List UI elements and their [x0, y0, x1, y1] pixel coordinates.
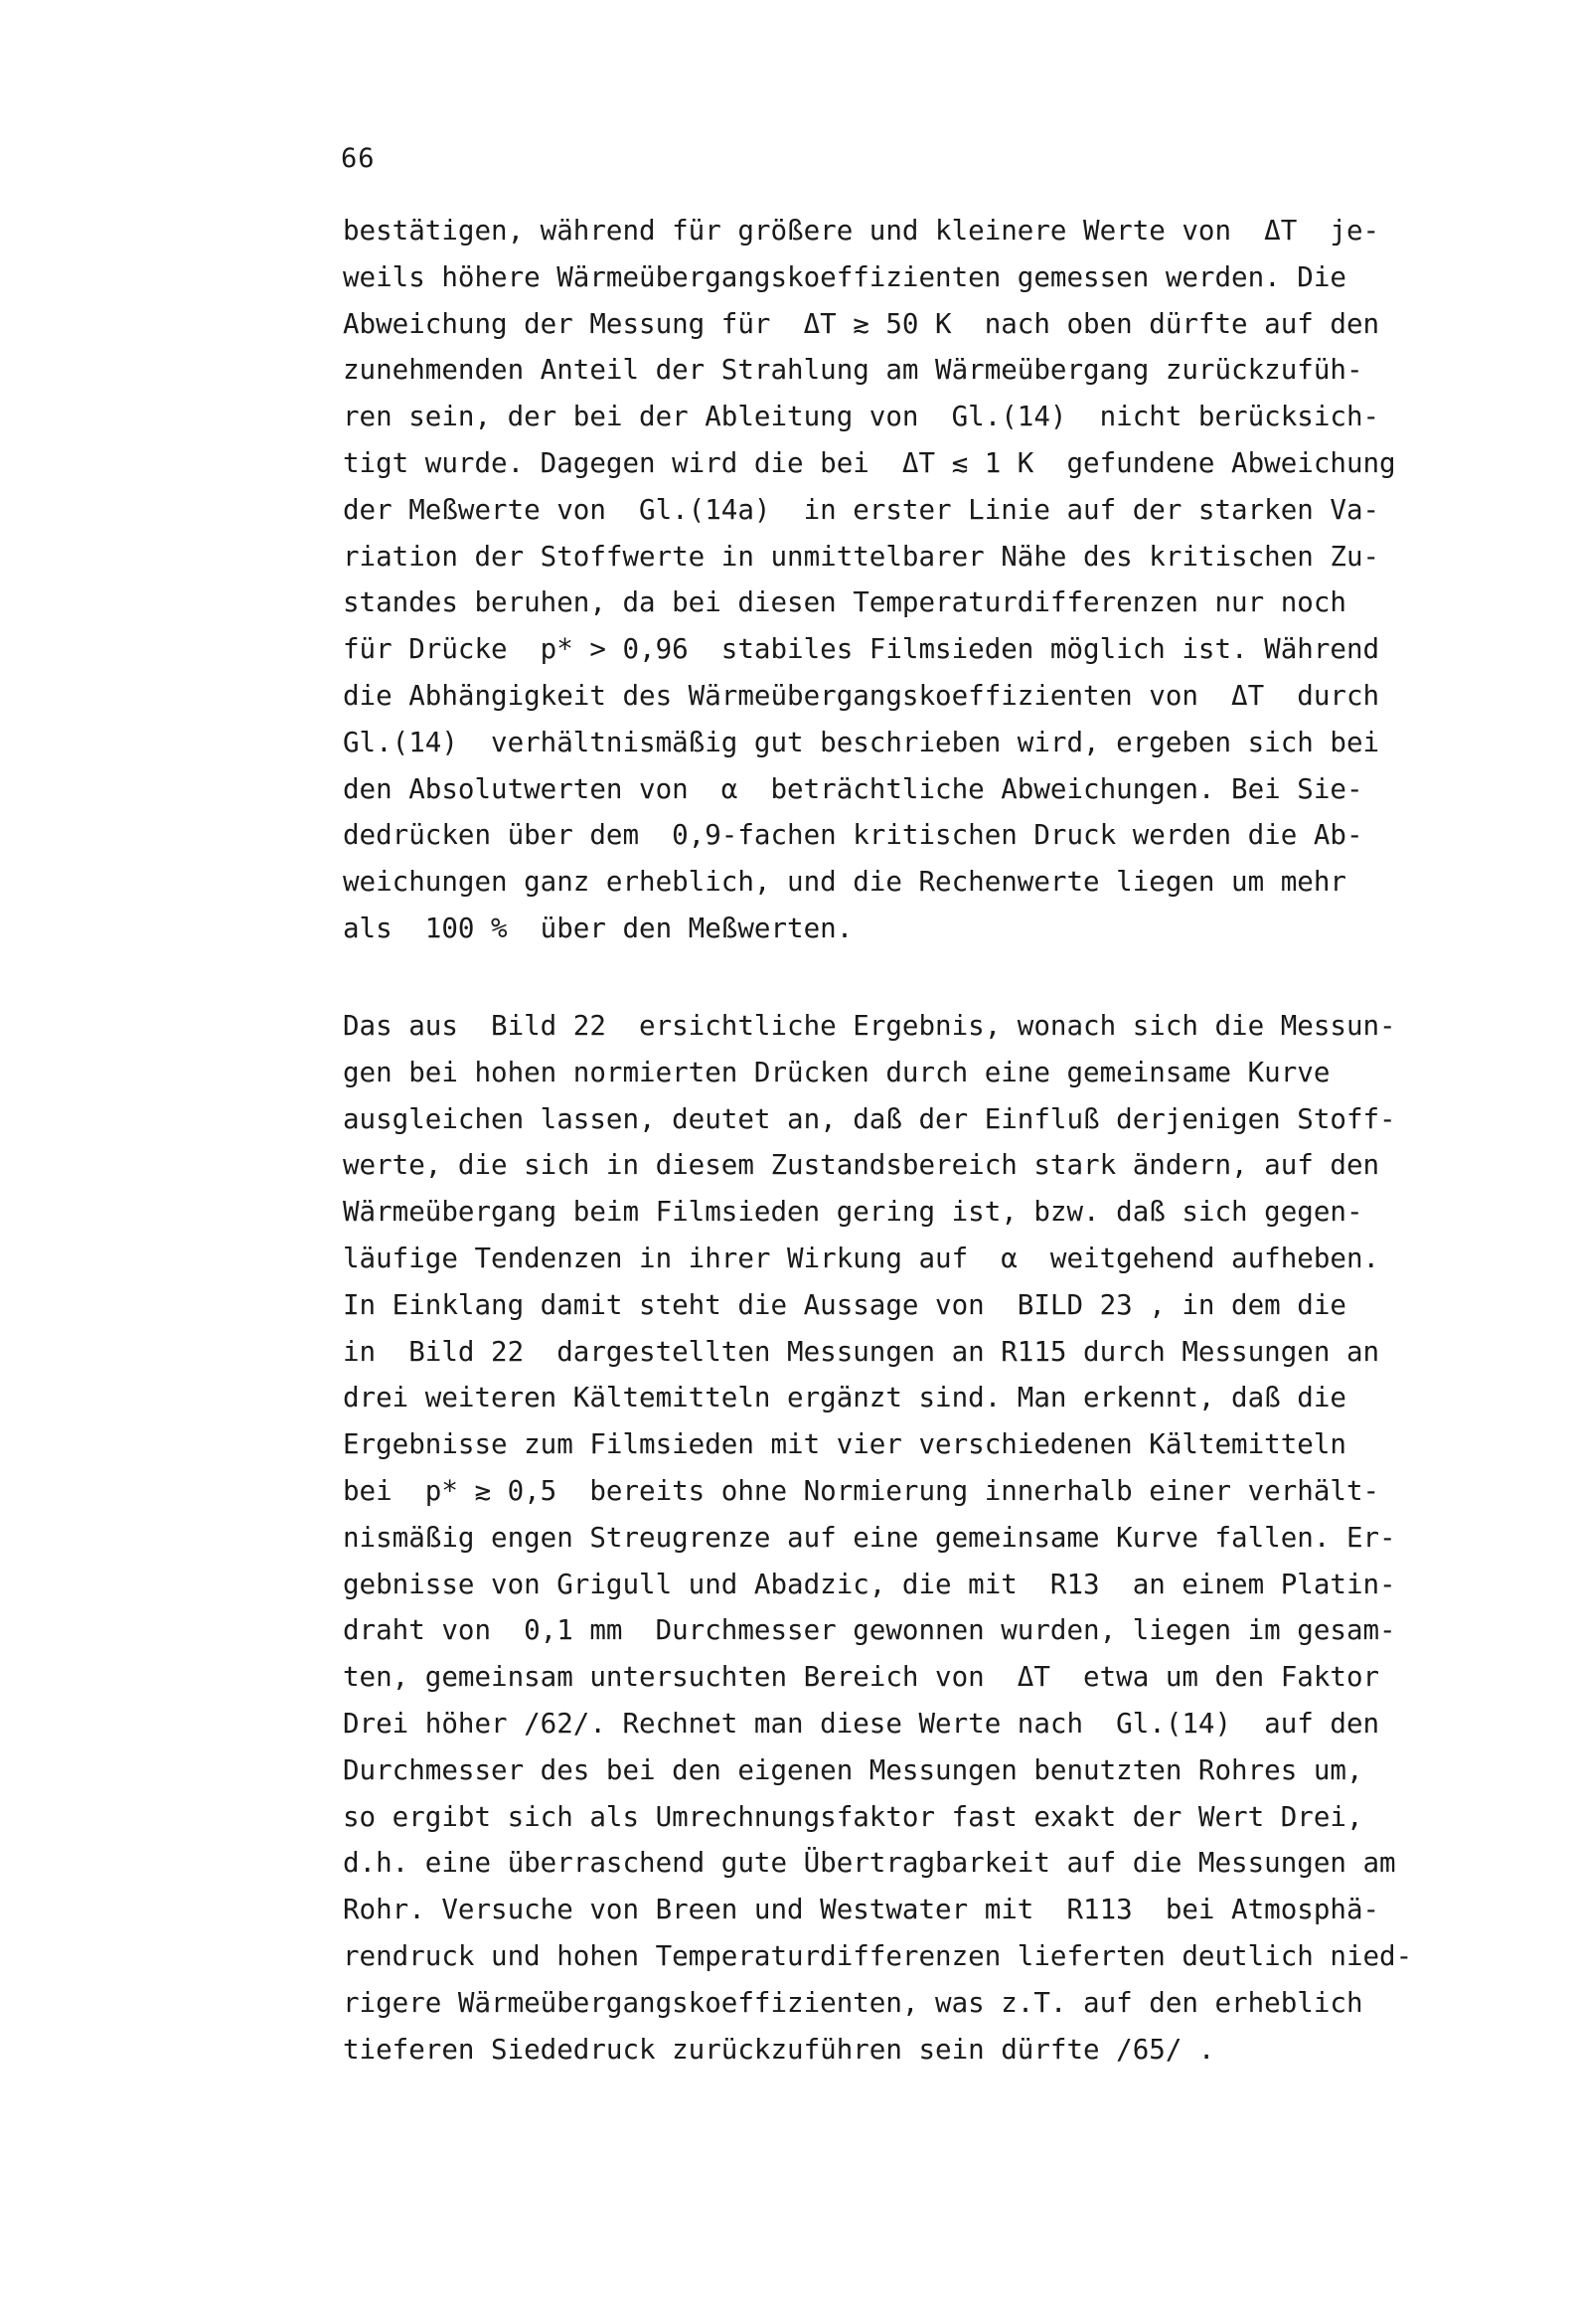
- text-line: Abweichung der Messung für ΔT ≳ 50 K nach oben dürfte auf den: [343, 307, 1380, 340]
- text-line: tieferen Siededruck zurückzuführen sein dürfte /65/ .: [343, 2033, 1215, 2066]
- text-line: tigt wurde. Dagegen wird die bei ΔT ≲ 1 K gefundene Abweichung: [343, 446, 1396, 479]
- text-line: läufige Tendenzen in ihrer Wirkung auf α weitgehend aufheben.: [343, 1242, 1380, 1274]
- text-line: rigere Wärmeübergangskoeffizienten, was z.T. auf den erheblich: [343, 1986, 1363, 2019]
- text-line: bestätigen, während für größere und kleinere Werte von ΔT je-: [343, 215, 1380, 247]
- text-line: gen bei hohen normierten Drücken durch eine gemeinsame Kurve: [343, 1056, 1331, 1088]
- text-line: standes beruhen, da bei diesen Temperaturdifferenzen nur noch: [343, 586, 1346, 619]
- text-line: bei p* ≳ 0,5 bereits ohne Normierung innerhalb einer verhält-: [343, 1474, 1380, 1507]
- paragraph-2: [343, 1003, 1545, 2073]
- text-line: nismäßig engen Streugrenze auf eine gemeinsame Kurve fallen. Er-: [343, 1521, 1396, 1554]
- text-line: zunehmenden Anteil der Strahlung am Wärmeübergang zurückzufüh-: [343, 354, 1363, 387]
- text-line: drei weiteren Kältemitteln ergänzt sind. Man erkennt, daß die: [343, 1382, 1346, 1414]
- text-line: draht von 0,1 mm Durchmesser gewonnen wurden, liegen im gesam-: [343, 1614, 1396, 1647]
- text-line: werte, die sich in diesem Zustandsbereich stark ändern, auf den: [343, 1149, 1380, 1182]
- text-line: den Absolutwerten von α beträchtliche Abweichungen. Bei Sie-: [343, 772, 1363, 805]
- text-line: In Einklang damit steht die Aussage von BILD 23 , in dem die: [343, 1288, 1346, 1321]
- text-line: ten, gemeinsam untersuchten Bereich von ΔT etwa um den Faktor: [343, 1661, 1380, 1694]
- text-line: so ergibt sich als Umrechnungsfaktor fast exakt der Wert Drei,: [343, 1800, 1363, 1833]
- text-line: gebnisse von Grigull und Abadzic, die mit R13 an einem Platin-: [343, 1568, 1396, 1600]
- text-line: als 100 % über den Meßwerten.: [343, 912, 854, 944]
- text-line: Rohr. Versuche von Breen und Westwater mit R113 bei Atmosphä-: [343, 1894, 1380, 1926]
- text-line: Ergebnisse zum Filmsieden mit vier verschiedenen Kältemitteln: [343, 1428, 1346, 1461]
- text-line: riation der Stoffwerte in unmittelbarer Nähe des kritischen Zu-: [343, 540, 1380, 573]
- text-line: Gl.(14) verhältnismäßig gut beschrieben wird, ergeben sich bei: [343, 726, 1380, 758]
- text-line: die Abhängigkeit des Wärmeübergangskoeffizienten von ΔT durch: [343, 679, 1380, 712]
- text-line: d.h. eine überraschend gute Übertragbarkeit auf die Messungen am: [343, 1847, 1396, 1880]
- text-line: Drei höher /62/. Rechnet man diese Werte nach Gl.(14) auf den: [343, 1707, 1380, 1740]
- text-line: Durchmesser des bei den eigenen Messungen benutzten Rohres um,: [343, 1753, 1363, 1786]
- text-line: dedrücken über dem 0,9-fachen kritischen Druck werden die Ab-: [343, 819, 1363, 852]
- text-line: für Drücke p* > 0,96 stabiles Filmsieden möglich ist. Während: [343, 633, 1380, 666]
- page-number: 66: [341, 143, 376, 174]
- text-line: ren sein, der bei der Ableitung von Gl.(14) nicht berücksich-: [343, 401, 1380, 433]
- text-line: in Bild 22 dargestellten Messungen an R115 durch Messungen an: [343, 1335, 1380, 1368]
- text-line: ausgleichen lassen, deutet an, daß der Einfluß derjenigen Stoff-: [343, 1102, 1396, 1135]
- text-line: rendruck und hohen Temperaturdifferenzen lieferten deutlich nied-: [343, 1939, 1413, 1972]
- text-line: weichungen ganz erheblich, und die Rechenwerte liegen um mehr: [343, 866, 1346, 899]
- paragraph-1: [343, 208, 1545, 952]
- text-line: Wärmeübergang beim Filmsieden gering ist, bzw. daß sich gegen-: [343, 1196, 1363, 1229]
- text-line: Das aus Bild 22 ersichtliche Ergebnis, wonach sich die Messun-: [343, 1010, 1396, 1042]
- text-line: weils höhere Wärmeübergangskoeffizienten gemessen werden. Die: [343, 260, 1346, 293]
- text-line: der Meßwerte von Gl.(14a) in erster Linie auf der starken Va-: [343, 493, 1380, 526]
